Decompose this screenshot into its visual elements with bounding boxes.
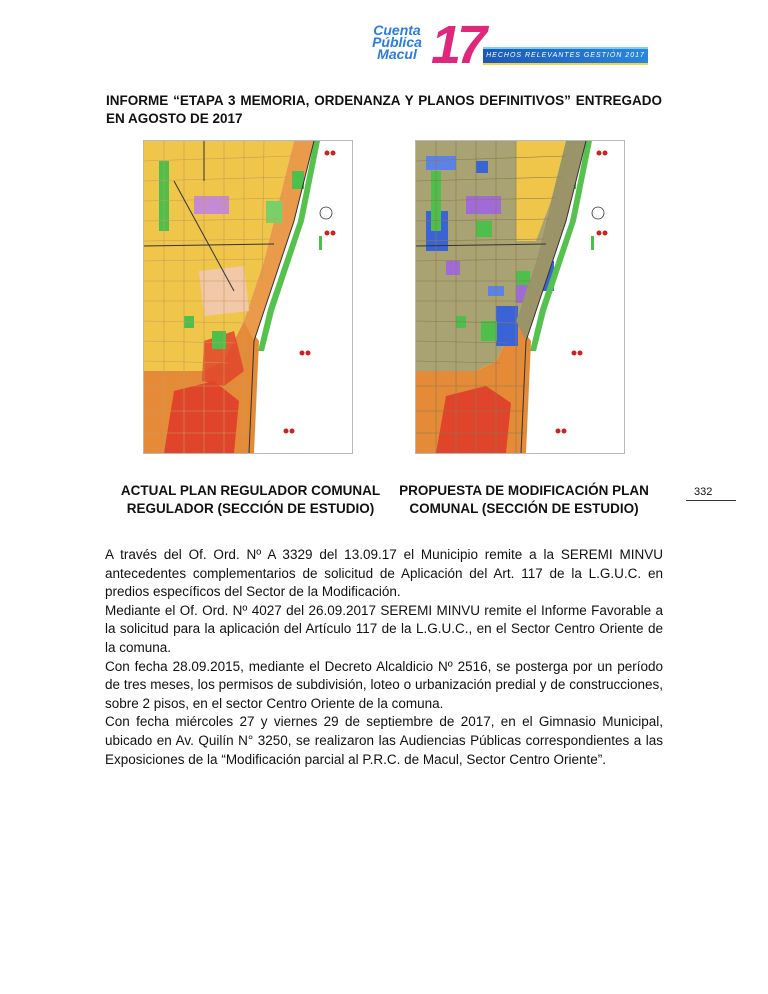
page-number-rule [686,500,736,501]
paragraph: A través del Of. Ord. Nº A 3329 del 13.09.17 el Municipio remite a la SEREMI MINVU antecedentes complementarios de solicitud de Aplicación del Art. 117 de la L.G.U.C. en predios específicos del Sector de la Modificación. [105,547,663,600]
page-number: 332 [694,486,713,498]
body-text [105,546,663,769]
logo-line3: Macul [377,46,417,62]
proposed-plan-map [415,140,625,454]
section-heading: INFORME “ETAPA 3 MEMORIA, ORDENANZA Y PLANOS DEFINITIVOS” ENTREGADO EN AGOSTO DE 2017 [106,93,662,126]
logo-line1: Cuenta [373,22,421,38]
paragraph: Mediante el Of. Ord. Nº 4027 del 26.09.2017 SEREMI MINVU remite el Informe Favorable a la solicitud para la aplicación del Artículo 117 de la L.G.U.C., en el Sector Centro Oriente de la comuna. [105,602,663,655]
current-plan-map [143,140,353,454]
logo-number: 17 [431,15,484,75]
proposed-plan-caption: PROPUESTA DE MODIFICACIÓN PLAN COMUNAL (SECCIÓN DE ESTUDIO) [399,483,649,516]
logo-banner [483,47,648,65]
paragraph: Con fecha 28.09.2015, mediante el Decreto Alcaldicio Nº 2516, se posterga por un período de tres meses, los permisos de subdivisión, loteo o urbanización predial y de construcciones, sobre 2 pisos, en el sector Centro Oriente de la comuna. [105,658,663,711]
logo-banner-text: HECHOS RELEVANTES GESTIÓN 2017 [486,52,645,59]
logo-line2: Pública [372,34,422,50]
logo-text [357,24,437,60]
current-plan-caption: ACTUAL PLAN REGULADOR COMUNAL REGULADOR (SECCIÓN DE ESTUDIO) [120,483,381,516]
cuenta-publica-logo [355,15,655,75]
paragraph: Con fecha miércoles 27 y viernes 29 de septiembre de 2017, en el Gimnasio Municipal, ubicado en Av. Quilín N° 3250, se realizaron las Audiencias Públicas correspondientes a las Exposiciones de la “Modificación parcial al P.R.C. de Macul, Sector Centro Oriente”. [105,714,663,767]
